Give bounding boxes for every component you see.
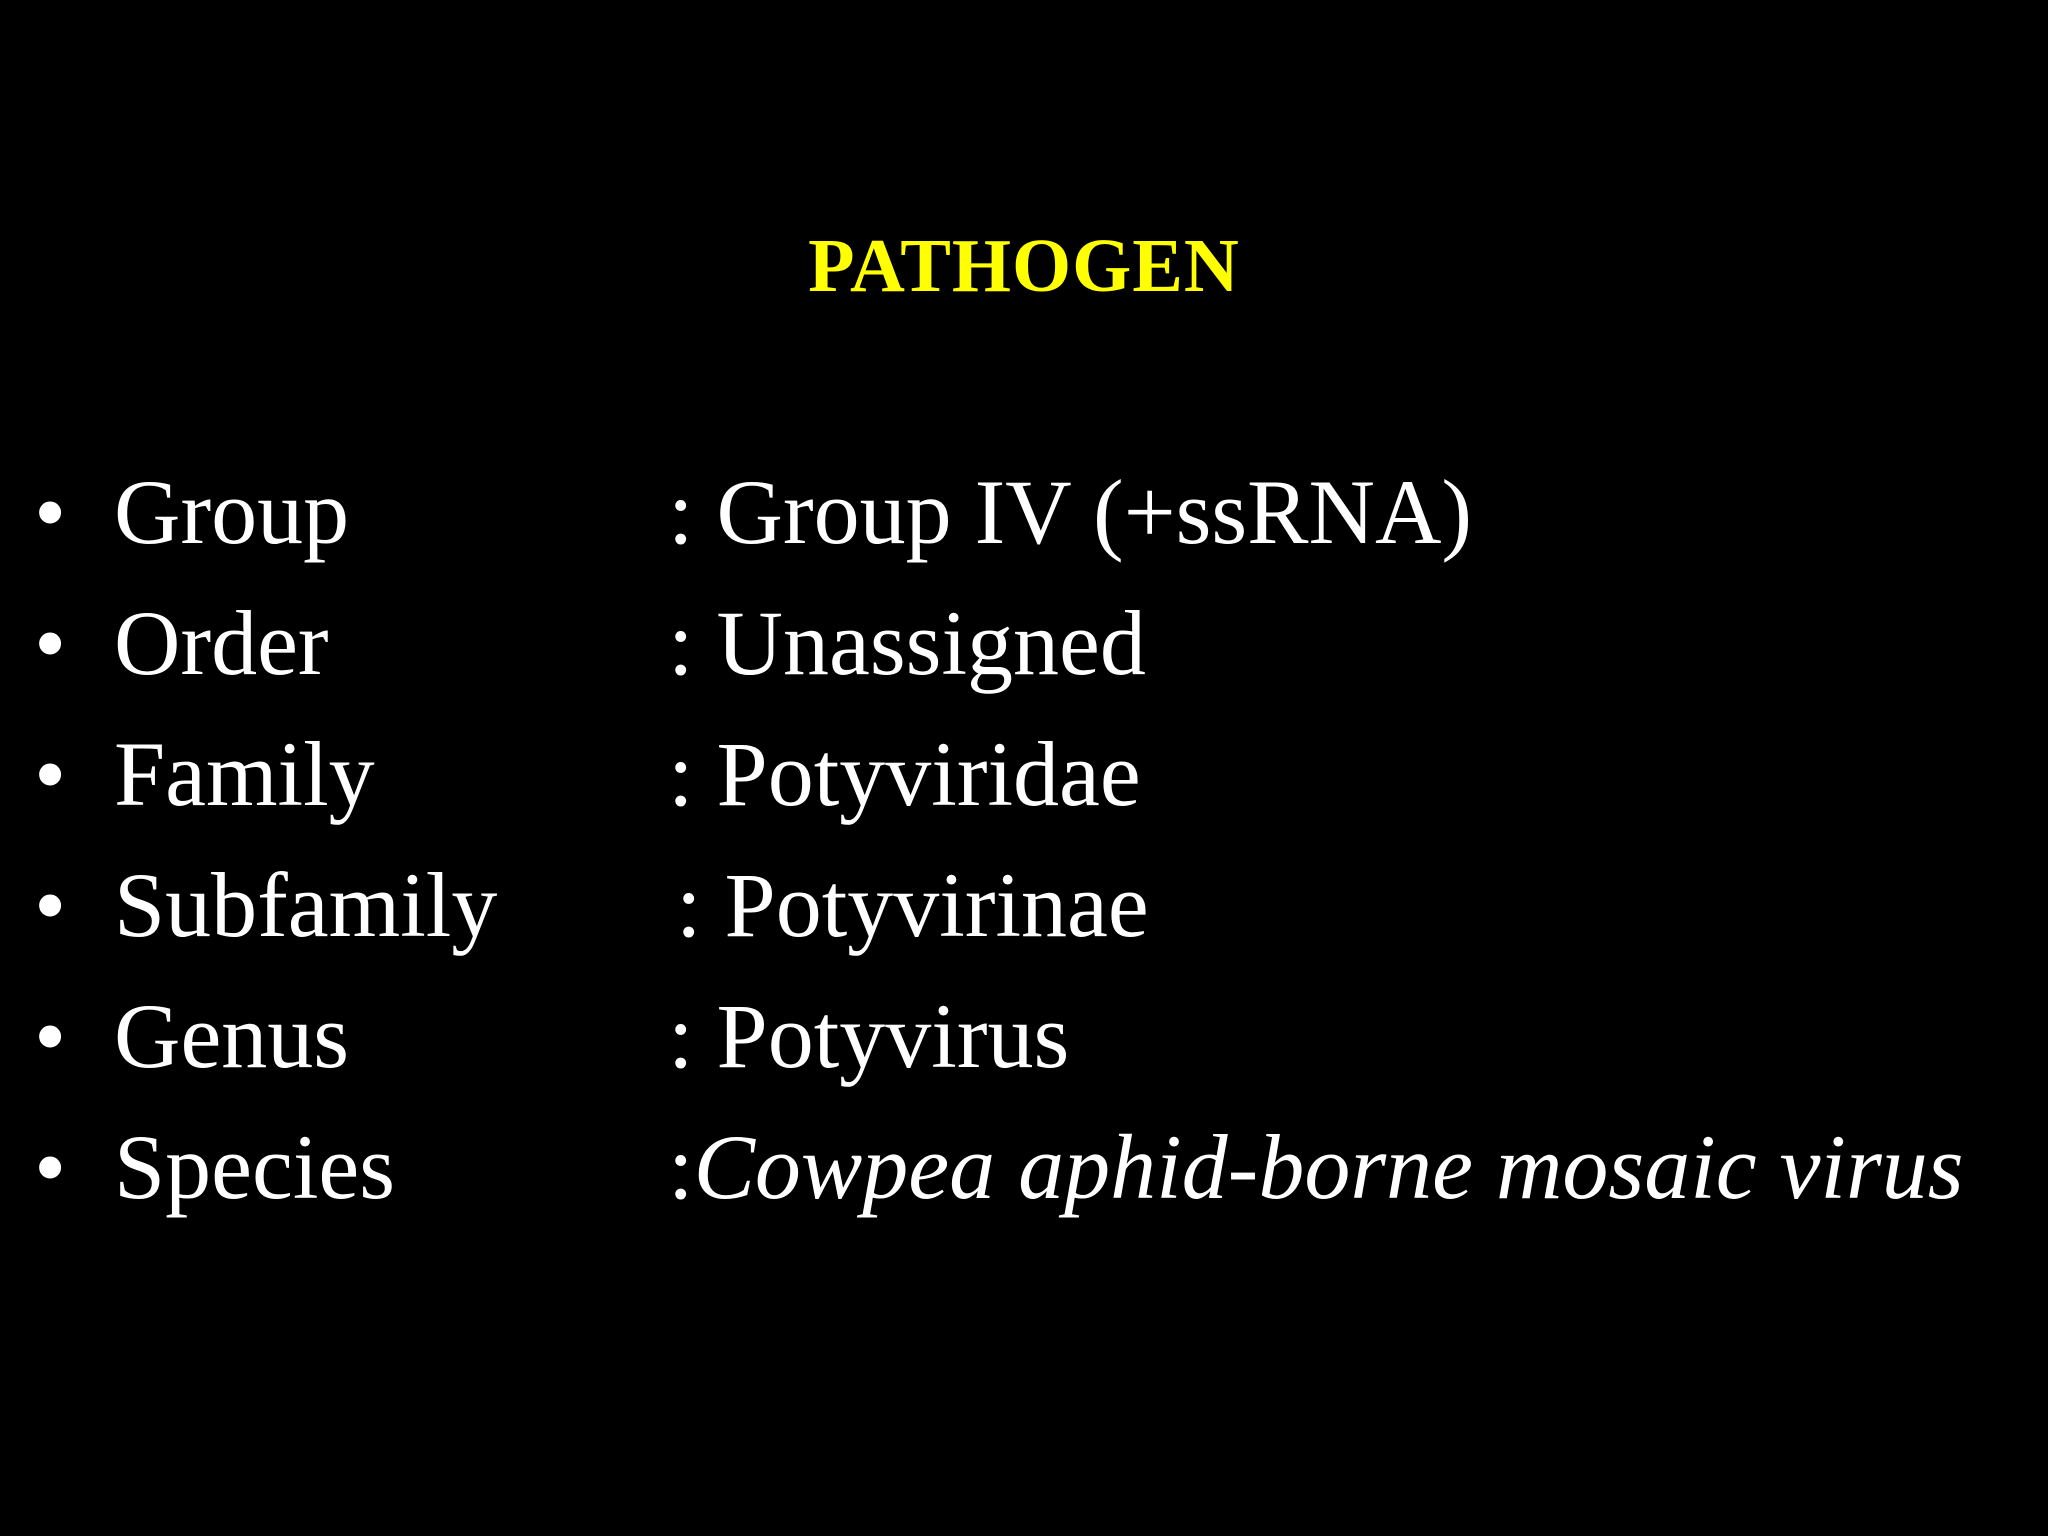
bullet-icon: • (34, 723, 67, 825)
item-value-italic: Cowpea aphid-borne mosaic virus (693, 1116, 1964, 1218)
item-value: : Potyviridae (668, 723, 1141, 825)
item-label: Subfamily (114, 854, 498, 956)
item-label: Family (114, 723, 375, 825)
list-item-subfamily (0, 855, 2048, 986)
list-item-family (0, 724, 2048, 855)
bullet-icon: • (34, 854, 67, 956)
item-label: Genus (114, 985, 350, 1087)
item-label: Species (114, 1116, 396, 1218)
bullet-icon: • (34, 592, 67, 694)
item-value: : Potyvirus (668, 985, 1070, 1087)
item-value: : Unassigned (668, 592, 1146, 694)
item-value-species (668, 1117, 1964, 1217)
bullet-icon: • (34, 1116, 67, 1218)
item-value: : Group IV (+ssRNA) (668, 461, 1473, 563)
slide-title: PATHOGEN (808, 224, 1240, 308)
list-item-genus (0, 986, 2048, 1117)
item-value-prefix: : (668, 1116, 694, 1218)
list-item-order (0, 593, 2048, 724)
list-item-species (0, 1117, 2048, 1248)
item-label: Group (114, 461, 350, 563)
item-label: Order (114, 592, 329, 694)
item-value: : Potyvirinae (676, 854, 1149, 956)
taxonomy-list (0, 462, 2048, 1248)
bullet-icon: • (34, 461, 67, 563)
list-item-group (0, 462, 2048, 593)
bullet-icon: • (34, 985, 67, 1087)
